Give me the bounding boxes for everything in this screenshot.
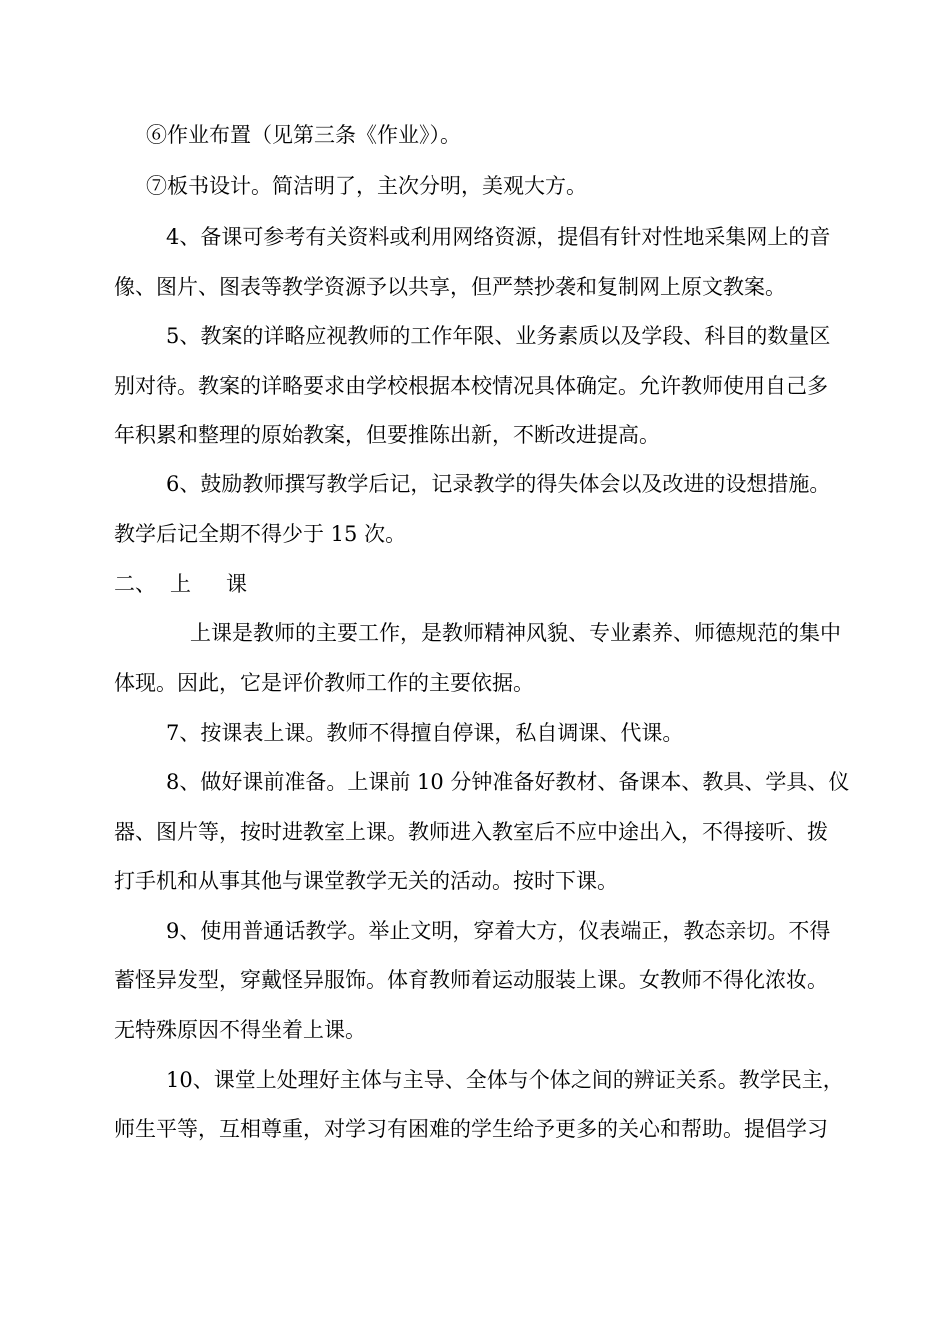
list-item-blackboard-design: ⑦板书设计。简洁明了，主次分明，美观大方。 <box>146 174 587 198</box>
paragraph-9-line-1: 9、使用普通话教学。举止文明，穿着大方，仪表端正，教态亲切。不得 <box>166 919 831 943</box>
list-item-homework: ⑥作业布置（见第三条《作业》）。 <box>146 123 461 147</box>
paragraph-10-line-1: 10、课堂上处理好主体与主导、全体与个体之间的辨证关系。教学民主， <box>166 1068 844 1092</box>
section-title-char-2: 课 <box>226 572 247 596</box>
intro-line-2: 体现。因此，它是评价教师工作的主要依据。 <box>114 671 534 695</box>
section-number: 二、 <box>114 572 156 596</box>
paragraph-5-line-3: 年积累和整理的原始教案，但要推陈出新，不断改进提高。 <box>114 423 660 447</box>
paragraph-10-line-2: 师生平等，互相尊重，对学习有困难的学生给予更多的关心和帮助。提倡学习 <box>114 1117 828 1141</box>
paragraph-9-line-2: 蓄怪异发型，穿戴怪异服饰。体育教师着运动服装上课。女教师不得化浓妆。 <box>114 968 828 992</box>
paragraph-8-line-3: 打手机和从事其他与课堂教学无关的活动。按时下课。 <box>114 869 618 893</box>
paragraph-5-line-1: 5、教案的详略应视教师的工作年限、业务素质以及学段、科目的数量区 <box>166 324 831 348</box>
paragraph-4-line-1: 4、备课可参考有关资料或利用网络资源，提倡有针对性地采集网上的音 <box>166 225 831 249</box>
paragraph-9-line-3: 无特殊原因不得坐着上课。 <box>114 1018 366 1042</box>
paragraph-4-line-2: 像、图片、图表等教学资源予以共享，但严禁抄袭和复制网上原文教案。 <box>114 275 786 299</box>
section-title-char-1: 上 <box>170 572 191 596</box>
intro-line-1: 上课是教师的主要工作，是教师精神风貌、专业素养、师德规范的集中 <box>190 621 841 645</box>
paragraph-5-line-2: 别对待。教案的详略要求由学校根据本校情况具体确定。允许教师使用自己多 <box>114 374 828 398</box>
paragraph-8-line-1: 8、做好课前准备。上课前 10 分钟准备好教材、备课本、教具、学具、仪 <box>166 770 850 794</box>
paragraph-6-line-1: 6、鼓励教师撰写教学后记，记录教学的得失体会以及改进的设想措施。 <box>166 472 831 496</box>
paragraph-7-line-1: 7、按课表上课。教师不得擅自停课，私自调课、代课。 <box>166 721 684 745</box>
paragraph-8-line-2: 器、图片等，按时进教室上课。教师进入教室后不应中途出入，不得接听、拨 <box>114 820 828 844</box>
paragraph-6-line-2: 教学后记全期不得少于 15 次。 <box>114 522 407 546</box>
